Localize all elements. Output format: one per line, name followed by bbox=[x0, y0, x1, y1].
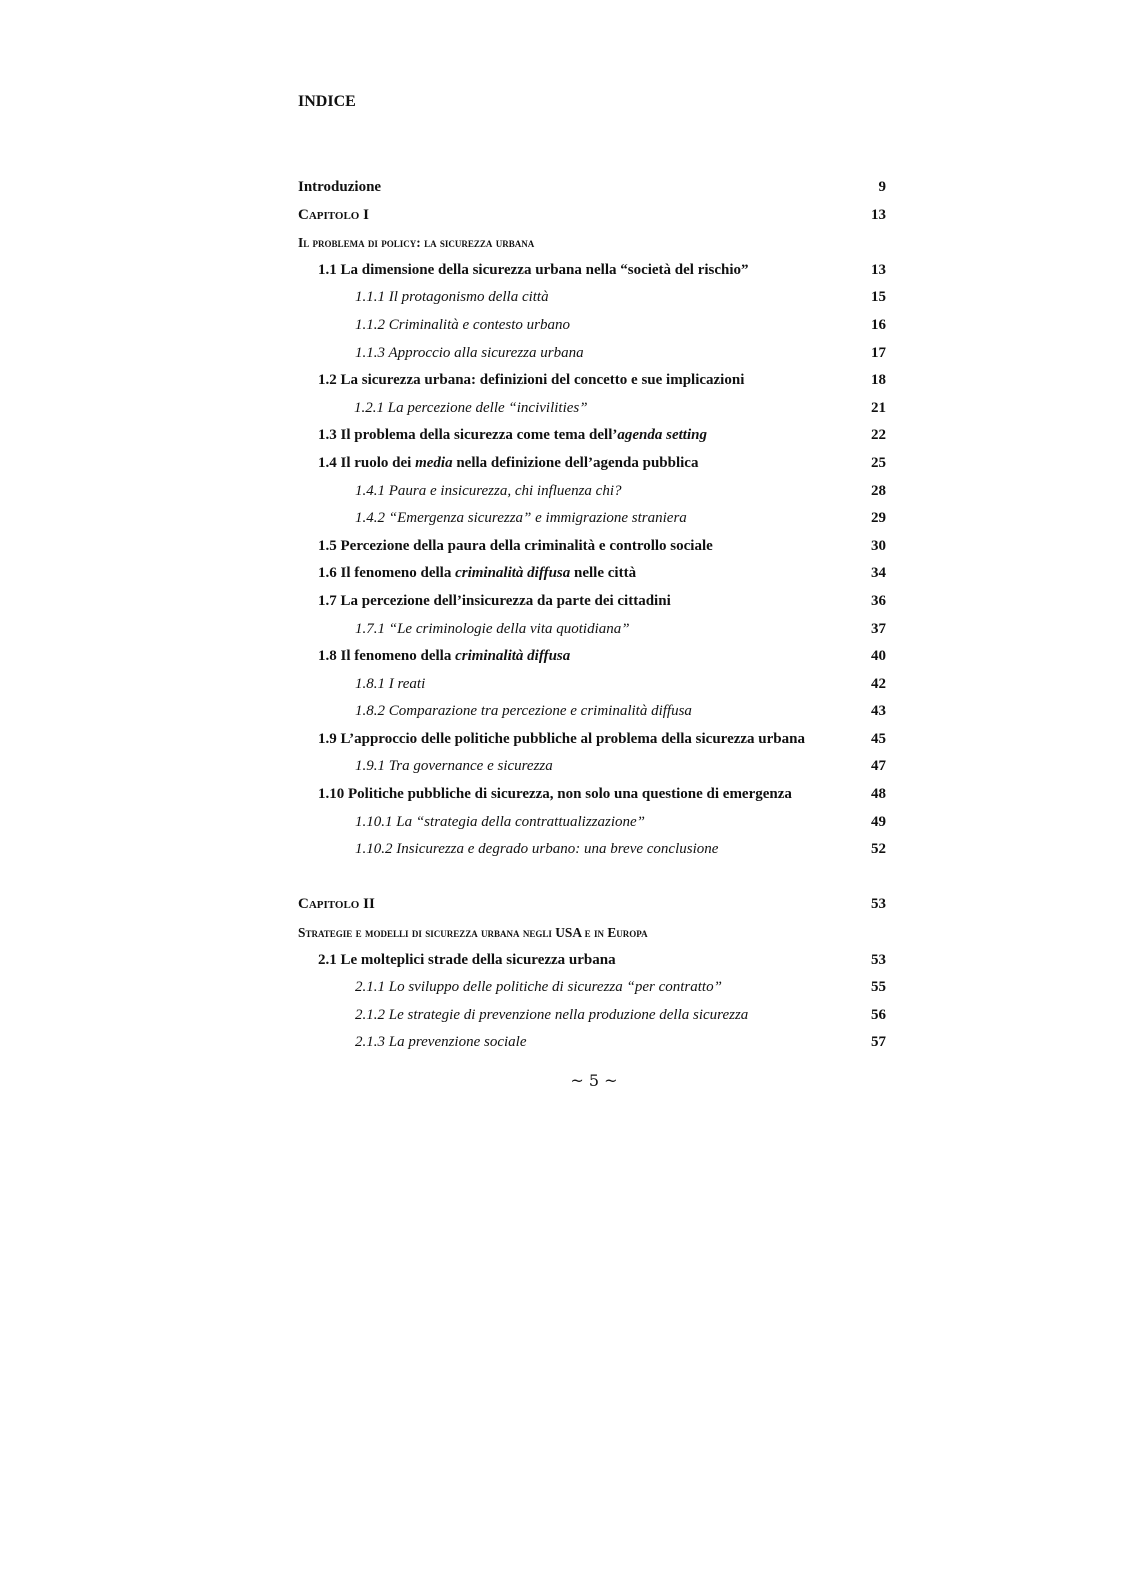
toc-entry-1-7-1[interactable] bbox=[298, 616, 886, 644]
toc-entry-label-italic: criminalità diffusa bbox=[455, 648, 571, 665]
toc-entry-1-9-1[interactable] bbox=[298, 753, 886, 781]
toc-entry-label-text: 1.6 Il fenomeno della bbox=[318, 565, 456, 582]
toc-entry-label: 1.2.1 La percezione delle “incivilities” bbox=[354, 399, 588, 416]
toc-entry-page: 17 bbox=[871, 344, 886, 361]
toc-entry-label: 1.10.1 La “strategia della contrattualizzazione” bbox=[355, 813, 646, 830]
toc-entry-page: 53 bbox=[871, 896, 886, 913]
table-of-contents bbox=[298, 174, 886, 1057]
toc-entry-1-2-1[interactable] bbox=[298, 395, 886, 423]
page-title: INDICE bbox=[298, 93, 356, 110]
toc-entry-label: 1.9.1 Tra governance e sicurezza bbox=[355, 758, 553, 775]
toc-entry-page: 13 bbox=[871, 206, 886, 223]
toc-entry-page: 25 bbox=[871, 454, 886, 471]
toc-entry-page: 16 bbox=[871, 316, 886, 333]
toc-entry-page: 48 bbox=[871, 786, 886, 803]
toc-entry-label: 1.8.1 I reati bbox=[355, 675, 426, 692]
toc-entry-label-text: 1.8 Il fenomeno della bbox=[318, 648, 456, 665]
toc-entry-label-text: nella definizione dell’agenda pubblica bbox=[452, 454, 699, 471]
toc-entry-1-10-1[interactable] bbox=[298, 809, 886, 837]
toc-entry-page: 21 bbox=[871, 399, 886, 416]
toc-chapter-1[interactable] bbox=[298, 202, 886, 230]
toc-entry-page: 43 bbox=[871, 703, 886, 720]
toc-entry-label: 1.1 La dimensione della sicurezza urbana nella “società del rischio” bbox=[318, 261, 749, 278]
toc-entry-label-text: 1.4 Il ruolo dei bbox=[318, 454, 416, 471]
toc-entry-1-1-2[interactable] bbox=[298, 312, 886, 340]
toc-entry-label: 1.10.2 Insicurezza e degrado urbano: una breve conclusione bbox=[355, 841, 719, 858]
toc-entry-1-3[interactable] bbox=[298, 422, 886, 450]
toc-entry-1-9[interactable] bbox=[298, 726, 886, 754]
toc-entry-label: 1.5 Percezione della paura della criminalità e controllo sociale bbox=[318, 537, 713, 554]
toc-entry-page: 9 bbox=[878, 179, 886, 195]
chapter-title: Strategie e modelli di sicurezza urbana negli USA e in Europa bbox=[298, 925, 648, 941]
toc-entry-label-italic: criminalità diffusa bbox=[455, 565, 571, 582]
toc-entry-page: 15 bbox=[871, 289, 886, 306]
toc-entry-label: 1.1.2 Criminalità e contesto urbano bbox=[355, 316, 570, 333]
toc-entry-introduzione[interactable] bbox=[298, 174, 886, 202]
toc-entry-label bbox=[318, 560, 636, 588]
toc-entry-page: 47 bbox=[871, 758, 886, 775]
toc-entry-label-italic: media bbox=[415, 454, 453, 471]
page-number: ~ 5 ~ bbox=[570, 1071, 618, 1090]
toc-entry-page: 45 bbox=[871, 730, 886, 747]
toc-entry-1-1-3[interactable] bbox=[298, 340, 886, 368]
toc-entry-1-2[interactable] bbox=[298, 367, 886, 395]
toc-entry-label: 2.1.3 La prevenzione sociale bbox=[355, 1034, 527, 1051]
toc-entry-1-1[interactable] bbox=[298, 257, 886, 285]
chapter-label: Capitolo II bbox=[298, 896, 375, 913]
toc-entry-label bbox=[318, 450, 698, 478]
toc-entry-1-4-1[interactable] bbox=[298, 478, 886, 506]
toc-entry-1-10-2[interactable] bbox=[298, 836, 886, 864]
toc-entry-label: 1.7 La percezione dell’insicurezza da parte dei cittadini bbox=[318, 592, 671, 609]
toc-entry-page: 29 bbox=[871, 510, 886, 527]
toc-entry-page: 57 bbox=[871, 1034, 886, 1051]
toc-chapter-2[interactable] bbox=[298, 891, 886, 919]
toc-entry-2-1-1[interactable] bbox=[298, 974, 886, 1002]
toc-entry-label: 2.1.2 Le strategie di prevenzione nella produzione della sicurezza bbox=[355, 1006, 749, 1023]
toc-entry-2-1-2[interactable] bbox=[298, 1002, 886, 1030]
toc-entry-label-italic: agenda setting bbox=[617, 427, 707, 444]
toc-entry-page: 18 bbox=[871, 372, 886, 389]
toc-entry-label: 1.10 Politiche pubbliche di sicurezza, non solo una questione di emergenza bbox=[318, 786, 792, 803]
toc-entry-page: 52 bbox=[871, 841, 886, 858]
chapter-label: Capitolo I bbox=[298, 206, 369, 223]
toc-entry-page: 22 bbox=[871, 427, 886, 444]
toc-entry-page: 53 bbox=[871, 951, 886, 968]
toc-entry-page: 56 bbox=[871, 1006, 886, 1023]
toc-entry-2-1-3[interactable] bbox=[298, 1029, 886, 1057]
toc-entry-label: 2.1 Le molteplici strade della sicurezza urbana bbox=[318, 951, 616, 968]
toc-entry-page: 34 bbox=[871, 565, 886, 582]
toc-entry-label-text: nelle città bbox=[570, 565, 637, 582]
toc-entry-page: 28 bbox=[871, 482, 886, 499]
toc-entry-1-4-2[interactable] bbox=[298, 505, 886, 533]
toc-entry-page: 55 bbox=[871, 979, 886, 996]
toc-entry-page: 49 bbox=[871, 813, 886, 830]
toc-entry-1-4[interactable] bbox=[298, 450, 886, 478]
toc-chapter-2-title bbox=[298, 919, 886, 947]
toc-entry-label: 2.1.1 Lo sviluppo delle politiche di sicurezza “per contratto” bbox=[355, 979, 722, 996]
toc-entry-label: 1.1.1 Il protagonismo della città bbox=[355, 289, 549, 306]
toc-entry-1-8[interactable] bbox=[298, 643, 886, 671]
toc-entry-label: 1.4.2 “Emergenza sicurezza” e immigrazione straniera bbox=[355, 510, 687, 527]
toc-entry-page: 13 bbox=[871, 261, 886, 278]
toc-entry-1-7[interactable] bbox=[298, 588, 886, 616]
toc-entry-page: 36 bbox=[871, 592, 886, 609]
toc-entry-1-5[interactable] bbox=[298, 533, 886, 561]
toc-entry-page: 30 bbox=[871, 537, 886, 554]
chapter-title: Il problema di policy: la sicurezza urbana bbox=[298, 235, 535, 251]
toc-entry-label: 1.2 La sicurezza urbana: definizioni del concetto e sue implicazioni bbox=[318, 372, 745, 389]
toc-entry-label: 1.7.1 “Le criminologie della vita quotidiana” bbox=[355, 620, 630, 637]
section-spacer bbox=[298, 864, 886, 892]
toc-entry-label bbox=[318, 643, 570, 671]
toc-entry-1-6[interactable] bbox=[298, 560, 886, 588]
toc-entry-page: 42 bbox=[871, 675, 886, 692]
toc-chapter-1-title bbox=[298, 229, 886, 257]
toc-entry-label: 1.4.1 Paura e insicurezza, chi influenza chi? bbox=[355, 482, 622, 499]
toc-entry-label: 1.1.3 Approccio alla sicurezza urbana bbox=[355, 344, 584, 361]
toc-entry-1-1-1[interactable] bbox=[298, 284, 886, 312]
toc-entry-page: 37 bbox=[871, 620, 886, 637]
toc-entry-label-text: 1.3 Il problema della sicurezza come tema dell’ bbox=[318, 427, 618, 444]
toc-entry-page: 40 bbox=[871, 648, 886, 665]
toc-entry-1-8-1[interactable] bbox=[298, 671, 886, 699]
toc-entry-label: 1.9 L’approccio delle politiche pubbliche al problema della sicurezza urbana bbox=[318, 730, 805, 747]
toc-entry-1-8-2[interactable] bbox=[298, 698, 886, 726]
toc-entry-label bbox=[318, 422, 707, 450]
toc-entry-2-1[interactable] bbox=[298, 947, 886, 975]
toc-entry-label: Introduzione bbox=[298, 179, 382, 195]
toc-entry-label: 1.8.2 Comparazione tra percezione e criminalità diffusa bbox=[355, 703, 692, 720]
toc-entry-1-10[interactable] bbox=[298, 781, 886, 809]
